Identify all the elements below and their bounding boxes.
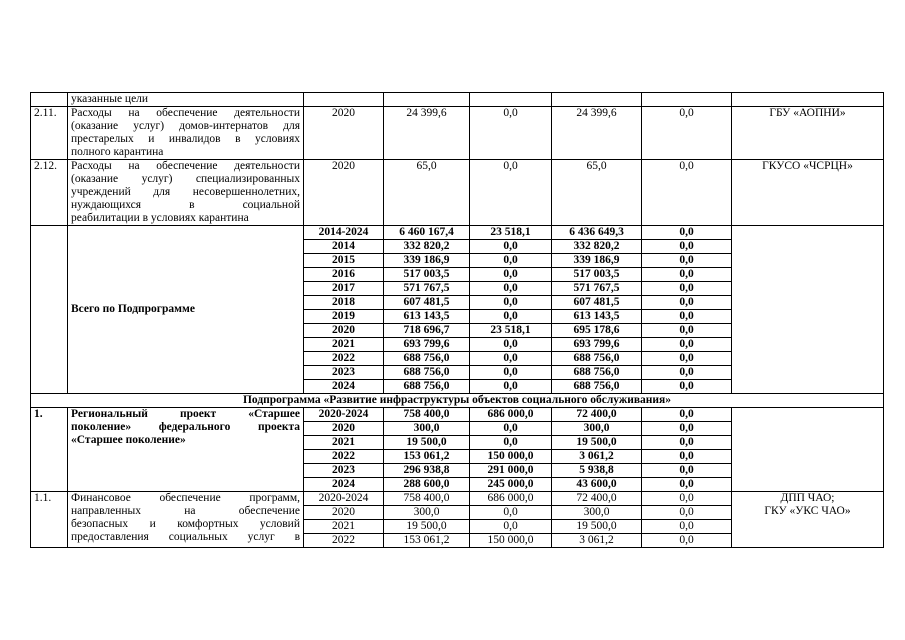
name-line: реабилитации в условиях карантина — [71, 212, 249, 224]
cell-regional: 5 938,8 — [552, 464, 642, 478]
name-line: предоставления социальных услуг в — [71, 531, 300, 543]
cell-regional: 607 481,5 — [552, 296, 642, 310]
cell-total: 296 938,8 — [384, 464, 470, 478]
cell-federal: 0,0 — [470, 268, 552, 282]
table-row — [31, 93, 884, 107]
cell-regional: 6 436 649,3 — [552, 226, 642, 240]
cell-regional: 72 400,0 — [552, 408, 642, 422]
table-row — [31, 492, 884, 506]
cell-no: 2.11. — [31, 107, 68, 160]
name-line: поколение» федерального проекта — [71, 421, 300, 433]
cell-total: 6 460 167,4 — [384, 226, 470, 240]
cell-total: 288 600,0 — [384, 478, 470, 492]
cell-regional: 300,0 — [552, 506, 642, 520]
cell-federal: 0,0 — [470, 160, 552, 226]
cell-total: 718 696,7 — [384, 324, 470, 338]
cell-total: 153 061,2 — [384, 450, 470, 464]
cell-other: 0,0 — [642, 268, 732, 282]
cell-other: 0,0 — [642, 380, 732, 394]
cell-federal: 0,0 — [470, 366, 552, 380]
name-line: учреждений для несовершеннолетних, — [71, 186, 300, 198]
cell-no — [31, 93, 68, 107]
cell-executor — [732, 226, 884, 394]
cell-other: 0,0 — [642, 240, 732, 254]
cell-federal: 150 000,0 — [470, 450, 552, 464]
cell-federal: 0,0 — [470, 352, 552, 366]
cell-other: 0,0 — [642, 366, 732, 380]
cell-federal: 0,0 — [470, 520, 552, 534]
cell-federal: 0,0 — [470, 310, 552, 324]
cell-total: 339 186,9 — [384, 254, 470, 268]
cell-total: 153 061,2 — [384, 534, 470, 548]
name-line: Региональный проект «Старшее — [71, 408, 300, 420]
cell-other: 0,0 — [642, 422, 732, 436]
cell-year: 2024 — [304, 380, 384, 394]
cell-regional: 300,0 — [552, 422, 642, 436]
cell-other: 0,0 — [642, 282, 732, 296]
cell-year: 2018 — [304, 296, 384, 310]
cell-other: 0,0 — [642, 310, 732, 324]
cell-other: 0,0 — [642, 492, 732, 506]
cell-other: 0,0 — [642, 324, 732, 338]
cell-year: 2022 — [304, 450, 384, 464]
name-line: полного карантина — [71, 146, 164, 158]
cell-regional: 695 178,6 — [552, 324, 642, 338]
cell-total: 19 500,0 — [384, 520, 470, 534]
cell-no: 2.12. — [31, 160, 68, 226]
executor-line: ДПП ЧАО; — [780, 492, 835, 504]
cell-total: 300,0 — [384, 506, 470, 520]
cell-total: 300,0 — [384, 422, 470, 436]
cell-federal: 150 000,0 — [470, 534, 552, 548]
cell-federal: 291 000,0 — [470, 464, 552, 478]
name-line: Расходы на обеспечение деятельности — [71, 160, 300, 172]
cell-year: 2020 — [304, 160, 384, 226]
cell-regional: 339 186,9 — [552, 254, 642, 268]
cell-federal: 0,0 — [470, 107, 552, 160]
cell-executor — [732, 408, 884, 492]
cell-regional: 65,0 — [552, 160, 642, 226]
cell-other: 0,0 — [642, 464, 732, 478]
cell-other: 0,0 — [642, 296, 732, 310]
cell-total: 688 756,0 — [384, 380, 470, 394]
cell-no — [31, 226, 68, 394]
cell-year: 2021 — [304, 436, 384, 450]
executor-line: ГКУ «УКС ЧАО» — [764, 505, 851, 517]
cell-federal: 23 518,1 — [470, 324, 552, 338]
cell-other: 0,0 — [642, 352, 732, 366]
cell-total: 332 820,2 — [384, 240, 470, 254]
name-line: престарелых и инвалидов в условиях — [71, 133, 300, 145]
name-line: (оказание услуг) специализированных — [71, 173, 300, 185]
cell-year: 2016 — [304, 268, 384, 282]
cell-year: 2020-2024 — [304, 492, 384, 506]
cell-other: 0,0 — [642, 534, 732, 548]
cell-regional: 19 500,0 — [552, 520, 642, 534]
cell-name — [68, 107, 304, 160]
cell-regional: 688 756,0 — [552, 380, 642, 394]
cell-federal: 0,0 — [470, 282, 552, 296]
table-row — [31, 408, 884, 422]
name-line: нуждающихся в социальной — [71, 199, 300, 211]
cell-executor: ГБУ «АОПНИ» — [732, 107, 884, 160]
cell-regional: 24 399,6 — [552, 107, 642, 160]
cell-year: 2021 — [304, 520, 384, 534]
table-row — [31, 226, 884, 240]
cell-federal: 0,0 — [470, 422, 552, 436]
cell-year: 2020 — [304, 324, 384, 338]
cell-total: 607 481,5 — [384, 296, 470, 310]
cell-no: 1. — [31, 408, 68, 492]
cell-federal: 0,0 — [470, 240, 552, 254]
cell-regional: 571 767,5 — [552, 282, 642, 296]
cell-regional: 693 799,6 — [552, 338, 642, 352]
cell-no: 1.1. — [31, 492, 68, 548]
cell-other: 0,0 — [642, 506, 732, 520]
cell-other: 0,0 — [642, 107, 732, 160]
cell-other: 0,0 — [642, 408, 732, 422]
name-line: Расходы на обеспечение деятельности — [71, 107, 300, 119]
cell-year: 2020 — [304, 107, 384, 160]
cell-federal: 0,0 — [470, 436, 552, 450]
cell-year: 2022 — [304, 534, 384, 548]
cell-other: 0,0 — [642, 160, 732, 226]
cell-other: 0,0 — [642, 436, 732, 450]
cell-other: 0,0 — [642, 254, 732, 268]
subprogram-title: Подпрограмма «Развитие инфраструктуры объектов социального обслуживания» — [31, 394, 884, 408]
cell-year: 2021 — [304, 338, 384, 352]
cell-total: 571 767,5 — [384, 282, 470, 296]
cell-year: 2017 — [304, 282, 384, 296]
name-line: (оказание услуг) домов-интернатов для — [71, 120, 300, 132]
cell-regional: 43 600,0 — [552, 478, 642, 492]
cell-executor: ГКУСО «ЧСРЦН» — [732, 160, 884, 226]
cell-federal: 686 000,0 — [470, 492, 552, 506]
cell-regional: 517 003,5 — [552, 268, 642, 282]
cell-total: 688 756,0 — [384, 366, 470, 380]
cell-other: 0,0 — [642, 478, 732, 492]
cell-total: 19 500,0 — [384, 436, 470, 450]
budget-table — [30, 92, 884, 548]
cell-regional: 3 061,2 — [552, 450, 642, 464]
cell-federal: 0,0 — [470, 506, 552, 520]
subprogram-total-label: Всего по Подпрограмме — [68, 226, 304, 394]
cell-year: 2024 — [304, 478, 384, 492]
cell-total: 613 143,5 — [384, 310, 470, 324]
project-name — [68, 408, 304, 492]
cell-year: 2023 — [304, 366, 384, 380]
name-line: безопасных и комфортных условий — [71, 518, 300, 530]
cell-year: 2014-2024 — [304, 226, 384, 240]
cell-federal: 0,0 — [470, 338, 552, 352]
cell-federal: 23 518,1 — [470, 226, 552, 240]
cell-total: 758 400,0 — [384, 492, 470, 506]
item-name — [68, 492, 304, 548]
cell-regional: 688 756,0 — [552, 352, 642, 366]
cell-total: 24 399,6 — [384, 107, 470, 160]
name-line: Финансовое обеспечение программ, — [71, 492, 300, 504]
cell-federal: 245 000,0 — [470, 478, 552, 492]
cell-federal: 0,0 — [470, 296, 552, 310]
cell-year: 2019 — [304, 310, 384, 324]
cell-total: 688 756,0 — [384, 352, 470, 366]
cell-other: 0,0 — [642, 450, 732, 464]
name-line: направленных на обеспечение — [71, 505, 300, 517]
table-row — [31, 160, 884, 226]
cell-year: 2014 — [304, 240, 384, 254]
cell-total: 758 400,0 — [384, 408, 470, 422]
cell-year: 2015 — [304, 254, 384, 268]
name-line: «Старшее поколение» — [71, 434, 186, 446]
cell-regional: 688 756,0 — [552, 366, 642, 380]
cell-name: указанные цели — [68, 93, 304, 107]
cell-regional: 613 143,5 — [552, 310, 642, 324]
cell-other: 0,0 — [642, 226, 732, 240]
cell-year: 2020 — [304, 506, 384, 520]
cell-regional: 19 500,0 — [552, 436, 642, 450]
cell-total: 517 003,5 — [384, 268, 470, 282]
cell-year: 2020-2024 — [304, 408, 384, 422]
table-row — [31, 394, 884, 408]
cell-year: 2022 — [304, 352, 384, 366]
cell-regional: 72 400,0 — [552, 492, 642, 506]
cell-name — [68, 160, 304, 226]
cell-year: 2023 — [304, 464, 384, 478]
cell-federal: 0,0 — [470, 254, 552, 268]
cell-other: 0,0 — [642, 520, 732, 534]
cell-regional: 3 061,2 — [552, 534, 642, 548]
cell-total: 65,0 — [384, 160, 470, 226]
cell-executor — [732, 492, 884, 548]
cell-regional: 332 820,2 — [552, 240, 642, 254]
cell-total: 693 799,6 — [384, 338, 470, 352]
table-row — [31, 107, 884, 160]
cell-other: 0,0 — [642, 338, 732, 352]
cell-year: 2020 — [304, 422, 384, 436]
cell-federal: 686 000,0 — [470, 408, 552, 422]
cell-federal: 0,0 — [470, 380, 552, 394]
